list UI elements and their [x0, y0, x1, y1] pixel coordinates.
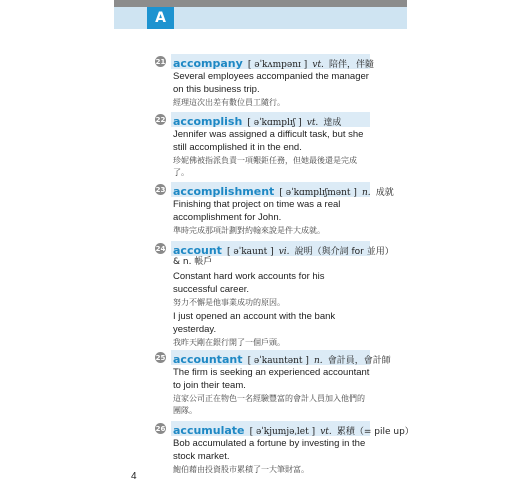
entry-head	[171, 421, 414, 437]
pronunciation: [ əˈkaunt ]	[227, 247, 274, 257]
chinese-definition: 說明（與介詞 for 並用）	[294, 247, 394, 257]
example-sentence: Constant hard work accounts for his successful career.	[173, 271, 325, 295]
part-of-speech: vt.	[306, 118, 319, 128]
letter-tab: A	[147, 7, 174, 29]
pronunciation: [ əˈkʌmpənɪ ]	[247, 60, 308, 70]
top-bar	[114, 0, 407, 7]
entry-head	[171, 241, 394, 257]
example-translation: 準時完成那項計劃對約翰來說是件大成就。	[173, 226, 325, 235]
example-sentence: Jennifer was assigned a difficult task, but she still accomplished it in the end.	[173, 129, 364, 153]
entry-accumulate	[155, 421, 414, 476]
entry-accomplishment	[155, 182, 394, 237]
example-translation: 鮑伯藉由投資股市累積了一大筆財富。	[173, 465, 309, 474]
entry-head	[171, 182, 394, 198]
entry-accountant	[155, 350, 391, 417]
chinese-definition: 累積（= pile up）	[336, 427, 414, 437]
entry-accomplish	[155, 112, 370, 179]
entry-number: 22	[155, 115, 166, 124]
headword: accompany	[173, 57, 243, 70]
entry-number: 21	[155, 57, 166, 66]
entry-number: 26	[155, 424, 166, 433]
chinese-definition: 達成	[323, 118, 342, 128]
pronunciation: [ əˈkjumjəˌlet ]	[249, 427, 316, 437]
part-of-speech: vt.	[312, 60, 324, 70]
example-translation: 這家公司正在物色一名經驗豐富的會計人員加入他們的團隊。	[173, 394, 365, 415]
example-sentence: The firm is seeking an experienced accountant to join their team.	[173, 367, 370, 391]
extra-definition: & n. 帳戶	[173, 257, 213, 267]
example-translation: 努力不懈是他事業成功的原因。	[173, 298, 285, 307]
entry-number: 23	[155, 185, 166, 194]
part-of-speech: n.	[313, 356, 323, 366]
example-sentence: Several employees accompanied the manager on this business trip.	[173, 71, 369, 95]
chinese-definition: 會計員，會計師	[327, 356, 391, 366]
chinese-definition: 陪伴，伴隨	[329, 60, 375, 70]
page-number: 4	[131, 471, 137, 482]
example-translation: 珍妮佛被指派負責一項艱鉅任務，但她最後還是完成了。	[173, 156, 357, 177]
example-translation: 經理這次出差有數位員工隨行。	[173, 98, 285, 107]
part-of-speech: n.	[362, 188, 371, 198]
entry-number: 24	[155, 244, 166, 253]
chinese-definition: 成就	[375, 188, 394, 198]
part-of-speech: vt.	[320, 427, 332, 437]
pronunciation: [ əˈkɑmplɪʃmənt ]	[279, 188, 357, 198]
entry-head	[171, 112, 370, 127]
headword: account	[173, 244, 222, 257]
headword: accountant	[173, 353, 243, 366]
headword: accomplish	[173, 115, 243, 128]
headword: accumulate	[173, 424, 245, 437]
entry-head	[171, 54, 375, 70]
headword: accomplishment	[173, 185, 275, 198]
entry-accompany	[155, 54, 375, 109]
example-sentence-2: I just opened an account with the bank yesterday.	[173, 311, 336, 335]
pronunciation: [ əˈkɑmplɪʃ ]	[247, 118, 302, 128]
part-of-speech: vi.	[278, 247, 290, 257]
example-sentence: Bob accumulated a fortune by investing in the stock market.	[173, 438, 366, 462]
entry-head	[171, 350, 391, 366]
entry-account	[155, 241, 394, 349]
example-translation-2: 我昨天剛在銀行開了一個戶頭。	[173, 338, 285, 347]
entry-number: 25	[155, 353, 166, 362]
example-sentence: Finishing that project on time was a real accomplishment for John.	[173, 199, 341, 223]
pronunciation: [ əˈkauntənt ]	[247, 356, 309, 366]
